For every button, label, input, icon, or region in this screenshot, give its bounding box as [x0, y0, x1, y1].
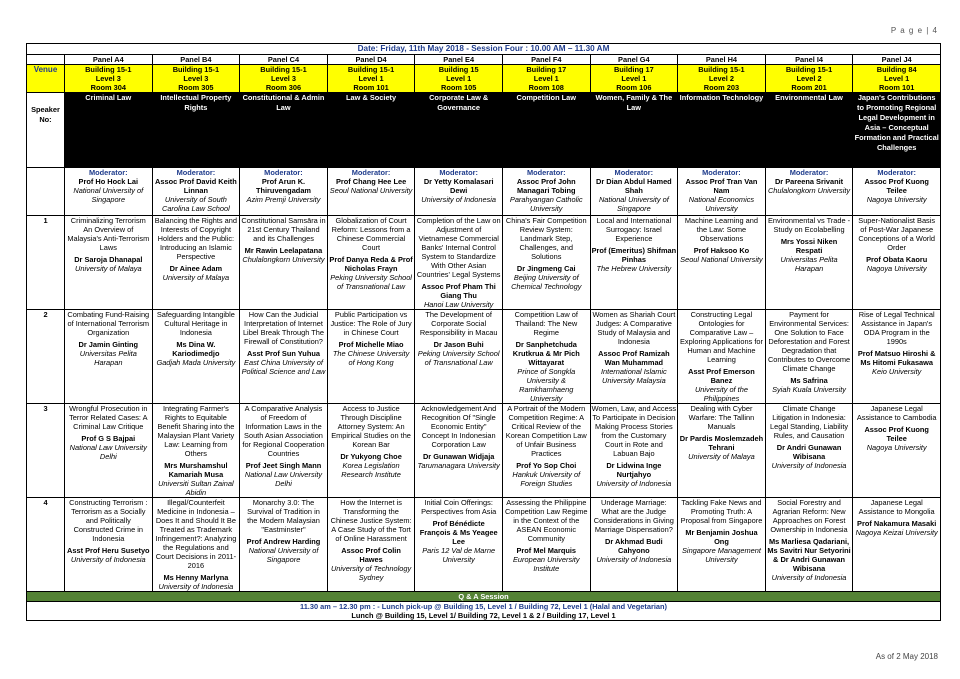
speaker-number: 2 — [27, 310, 65, 404]
venue-building: Building 17 — [526, 65, 567, 74]
presentation-cell — [590, 216, 678, 310]
presentation-title: Assessing the Philippine Competition Law Regime in the Context of the ASEAN Economic Community — [504, 498, 588, 543]
presenter-name: Dr Pardis Moslemzadeh Tehrani — [679, 434, 764, 452]
presenter-affiliation: European University Institute — [512, 555, 580, 573]
presentation-cell — [65, 404, 153, 498]
presentation-title: Public Participation vs Justice: The Role of Jury in Chinese Court — [330, 310, 412, 337]
presentation-cell — [415, 404, 503, 498]
qa-row — [27, 592, 941, 602]
venue-building: Building 15-1 — [785, 65, 833, 74]
panel-name: Panel I4 — [765, 55, 853, 65]
panel-name: Panel C4 — [240, 55, 328, 65]
panel-theme: Law & Society — [327, 93, 415, 168]
presenter-name: Dr Ainee Adam — [169, 264, 223, 273]
moderator-name: Assoc Prof David Keith Linnan — [155, 177, 237, 195]
presentation-cell — [502, 216, 590, 310]
presentation-title: Criminalizing Terrorism An Overview of Malaysia's Anti-Terrorism Laws — [67, 216, 150, 252]
venue-building: Building 15-1 — [172, 65, 220, 74]
presenter-affiliation: East China University of Political Science and Law — [241, 358, 326, 376]
presentation-cell — [590, 404, 678, 498]
presenter-affiliation: Seoul National University — [680, 255, 763, 264]
panel-header-row — [27, 55, 941, 65]
presentation-title: Women as Shariah Court Judges: A Comparative Study of Malaysia and Indonesia — [592, 310, 676, 346]
presenter-name: Prof Jeet Singh Mann — [245, 461, 322, 470]
date-heading-row — [27, 44, 941, 55]
moderator-name: Dr Dian Abdul Hamed Shah — [596, 177, 672, 195]
presenter-affiliation: Singapore Management University — [682, 546, 761, 564]
venue-label: Venue — [27, 65, 65, 93]
panel-theme: Corporate Law & Governance — [415, 93, 503, 168]
presenter-name: Asst Prof Heru Susetyo — [67, 546, 150, 555]
venue-level: Level 1 — [446, 74, 472, 83]
presenter-affiliation: Beijing University of Chemical Technology — [511, 273, 582, 291]
presentation-cell — [327, 404, 415, 498]
presenter-affiliation: Nagoya University — [866, 264, 927, 273]
presenter-name: Prof Mel Marquis — [516, 546, 577, 555]
presentation-title: China's Fair Competition Review System: Landmark Step, Challenges, and Solutions — [505, 216, 587, 261]
moderator-title: Moderator: — [439, 168, 478, 177]
presentation-cell — [853, 310, 941, 404]
moderator-name: Assoc Prof John Managari Tobing — [516, 177, 576, 195]
moderator-title: Moderator: — [702, 168, 741, 177]
presentation-cell — [240, 310, 328, 404]
presenter-name: Assoc Prof Colin Hawes — [341, 546, 401, 564]
presentation-title: Completion of the Law on Adjustment of Vietnamese Commercial Banks' Internal Control System to Standardize With Other Asian Countries' Legal Systems — [416, 216, 501, 279]
venue-building: Building 15-1 — [85, 65, 132, 74]
venue-level: Level 3 — [270, 74, 297, 83]
presentation-title: How the Internet is Transforming the Chinese Justice System: A Case Study of the Tort of Online Harassment — [330, 498, 412, 543]
presenter-name: Ms Dina W. Kariodimedjo — [172, 340, 220, 358]
presenter-affiliation: Universitas Pelita Harapan — [780, 255, 838, 273]
presenter-name: Asst Prof Sun Yuhua — [247, 349, 320, 358]
presentation-cell — [678, 216, 766, 310]
presentation-cell — [65, 498, 153, 592]
presentation-cell — [327, 310, 415, 404]
presenter-name: Mrs Murshamshul Kamariah Musa — [164, 461, 228, 479]
presentation-title: Integrating Farmer's Rights to Equitable Benefit Sharing into the Malaysian Plant Variety Law: Learning from Others — [157, 404, 235, 458]
venue-building: Building 17 — [613, 65, 654, 74]
presenter-affiliation: Keio University — [872, 367, 922, 376]
presentation-title: Safeguarding Intangible Cultural Heritage in Indonesia — [156, 310, 235, 337]
presentation-title: The Development of Corporate Social Responsibility in Macau — [419, 310, 498, 337]
moderator-affiliation: National Economics University — [688, 195, 755, 213]
presenter-name: Dr Andri Gunawan Wibisana — [776, 443, 842, 461]
presenter-affiliation: Nagoya University — [866, 443, 927, 452]
presentation-cell — [240, 404, 328, 498]
venue-building: Building 15-1 — [698, 65, 745, 74]
presenter-affiliation: Universiti Sultan Zainal Abidin — [158, 479, 234, 497]
venue-cell — [502, 65, 590, 93]
presentation-cell — [415, 216, 503, 310]
presentation-cell — [853, 216, 941, 310]
presenter-name: Ms Henny Marlyna — [163, 573, 229, 582]
presenter-name: Prof Nakamura Masaki — [857, 519, 937, 528]
panel-name: Panel E4 — [415, 55, 503, 65]
presenter-affiliation: University of Malaya — [75, 264, 142, 273]
presenter-name: Mr Rawin Leelapatana — [244, 246, 323, 255]
presenter-name: Ms Marliesa Qadariani, Ms Savitri Nur Setyorini & Dr Andri Gunawan Wibisana — [767, 537, 851, 573]
theme-row — [27, 93, 941, 168]
speaker-number: 4 — [27, 498, 65, 592]
presentation-cell — [678, 310, 766, 404]
presenter-name: Prof Michelle Miao — [338, 340, 404, 349]
venue-cell — [415, 65, 503, 93]
presentation-title: Japanese Legal Assistance to Mongolia — [858, 498, 935, 516]
moderator-affiliation: Parahyangan Catholic University — [509, 195, 583, 213]
venue-level: Level 1 — [621, 74, 647, 83]
presenter-name: Prof Yo Sop Choi — [516, 461, 577, 470]
presenter-name: Mrs Yossi Niken Respati — [780, 237, 838, 255]
presenter-affiliation: National Law University Delhi — [69, 443, 147, 461]
panel-theme: Intellectual Property Rights — [152, 93, 240, 168]
panel-name: Panel B4 — [152, 55, 240, 65]
presenter-name: Dr Jingmeng Cai — [516, 264, 576, 273]
presentation-title: Japanese Legal Assistance to Cambodia — [856, 404, 937, 422]
venue-building: Building 15-1 — [347, 65, 395, 74]
presenter-name: Prof Bénédicte François & Ms Yeagee Lee — [419, 519, 498, 546]
presentation-title: Payment for Environmental Services: One Solution to Face Deforestation and Forest Degradation that Contributes to Overcome Climate Change — [767, 310, 851, 373]
venue-room: Room 304 — [90, 83, 126, 92]
venue-level: Level 2 — [708, 74, 734, 83]
moderator-affiliation: Seoul National University — [329, 186, 413, 195]
presenter-name: Dr Akhmad Budi Cahyono — [605, 537, 663, 555]
moderator-name: Prof Arun K. Thiruvengadam — [255, 177, 311, 195]
presenter-affiliation: Peking University School of Transnational Law — [330, 273, 412, 291]
presentation-title: Monarchy 3.0: The Survival of Tradition in the Modern Malaysian "Eastminster" — [247, 498, 320, 534]
venue-level: Level 2 — [796, 74, 822, 83]
presentation-cell — [152, 216, 240, 310]
presenter-name: Dr Gunawan Widjaja — [422, 452, 495, 461]
presenter-affiliation: University of the Philippines — [694, 385, 748, 403]
presentation-title: Tackling Fake News and Promoting Truth: A Proposal from Singapore — [680, 498, 763, 525]
presentation-cell — [415, 310, 503, 404]
speaker-number: 1 — [27, 216, 65, 310]
page-number: P a g e | 4 — [890, 26, 938, 35]
moderator-affiliation: University of Indonesia — [421, 195, 497, 204]
presenter-name: Dr Jamin Ginting — [78, 340, 139, 349]
venue-cell — [65, 65, 153, 93]
venue-cell — [678, 65, 766, 93]
venue-building: Building 15-1 — [260, 65, 307, 74]
presenter-affiliation: Syiah Kuala University — [772, 385, 847, 394]
moderator-affiliation: Nagoya University — [866, 195, 927, 204]
presenter-affiliation: Peking University School of Transnational Law — [417, 349, 500, 367]
presentation-title: How Can the Judicial Interpretation of Internet Libel Break Through The Firewall of Constitution? — [242, 310, 325, 346]
presenter-affiliation: Korea Legislation Research Institute — [341, 461, 401, 479]
presenter-name: Dr Sanphetchuda Krutkrua & Mr Pich Wittayarat — [512, 340, 580, 367]
moderator-name: Prof Ho Hock Lai — [78, 177, 139, 186]
venue-room: Room 101 — [353, 83, 389, 92]
presentation-title: Wrongful Prosecution in Terror Related Cases: A Criminal Law Critique — [69, 404, 148, 431]
presentation-title: Machine Learning and the Law: Some Observations — [684, 216, 759, 243]
presentation-cell — [327, 498, 415, 592]
panel-name: Panel J4 — [853, 55, 941, 65]
venue-building: Building 84 — [876, 65, 917, 74]
presentation-cell — [765, 404, 853, 498]
speaker-number: 3 — [27, 404, 65, 498]
moderator-title: Moderator: — [789, 168, 829, 177]
moderator-name: Dr Pareena Srivanit — [774, 177, 844, 186]
presentation-cell — [65, 310, 153, 404]
presenter-name: Prof (Emeritus) Shifman Pinhas — [591, 246, 677, 264]
lunch-row — [27, 602, 941, 621]
presentation-cell — [853, 498, 941, 592]
presenter-name: Prof Danya Reda & Prof Nicholas Frayn — [329, 255, 413, 273]
moderator-title: Moderator: — [614, 168, 654, 177]
moderator-title: Moderator: — [264, 168, 303, 177]
presentation-cell — [327, 216, 415, 310]
presentation-title: Acknowledgement And Recognition Of "Single Economic Entity" Concept In Indonesian Corporation Law — [421, 404, 497, 449]
presenter-name: Prof Obata Kaoru — [866, 255, 928, 264]
moderator-name: Dr Yetty Komalasari Dewi — [423, 177, 494, 195]
venue-room: Room 201 — [791, 83, 827, 92]
presentation-title: Illegal/Counterfeit Medicine in Indonesia – Does It and Should It Be Treated as Trademark Infringement?: Analyzing the Regulations and Court Decisions in 2011-2016 — [155, 498, 237, 570]
moderator-name: Prof Chang Hee Lee — [335, 177, 407, 186]
speaker-slot-row — [27, 310, 941, 404]
presenter-affiliation: National University of Singapore — [248, 546, 319, 564]
presenter-affiliation: Chulalongkorn University — [242, 255, 325, 264]
panel-name: Panel H4 — [678, 55, 766, 65]
moderator-row — [27, 168, 941, 216]
presenter-name: Dr Lidwina Inge Nurtjahyo — [606, 461, 662, 479]
presentation-cell — [590, 498, 678, 592]
presentation-title: Combating Fund-Raising of International Terrorism Organization — [67, 310, 150, 337]
presenter-name: Assoc Prof Kuong Teilee — [864, 425, 929, 443]
panel-name: Panel D4 — [327, 55, 415, 65]
presentation-title: Social Forestry and Agrarian Reform: New Approaches on Forest Ownership in Indonesia — [770, 498, 848, 534]
moderator-title: Moderator: — [877, 168, 916, 177]
presenter-name: Mr Benjamin Joshua Ong — [685, 528, 758, 546]
venue-cell — [765, 65, 853, 93]
presenter-affiliation: Nagoya Keizai University — [855, 528, 938, 537]
moderator-cell — [678, 168, 766, 216]
panel-header-corner — [27, 55, 65, 65]
venue-cell — [240, 65, 328, 93]
moderator-title: Moderator: — [176, 168, 216, 177]
presentation-cell — [240, 216, 328, 310]
presentation-cell — [415, 498, 503, 592]
venue-cell — [590, 65, 678, 93]
moderator-cell — [152, 168, 240, 216]
moderator-affiliation: Chulalongkorn University — [767, 186, 851, 195]
presenter-affiliation: The Hebrew University — [596, 264, 672, 273]
presentation-cell — [678, 404, 766, 498]
presentation-title: Women, Law, and Access To Participate in Decision Making Process Stories from the Customary Court in Rote and Labuan Bajo — [591, 404, 677, 458]
venue-room: Room 108 — [528, 83, 564, 92]
venue-room: Room 203 — [703, 83, 740, 92]
presentation-title: Underage Marriage: What are the Judge Considerations in Giving Marriage Dispensation? — [593, 498, 674, 534]
presenter-affiliation: University of Indonesia — [70, 555, 146, 564]
presentation-title: Constructing Terrorism : Terrorism as a Socially and Politically Constructed Crime in Indonesia — [69, 498, 148, 543]
speaker-slot-row — [27, 404, 941, 498]
moderator-affiliation: Azim Premji University — [246, 195, 321, 204]
presentation-title: Dealing with Cyber Warfare: The Tallinn Manuals — [688, 404, 755, 431]
moderator-title: Moderator: — [351, 168, 391, 177]
lunch-location-line: Lunch @ Building 15, Level 1/ Building 72, Level 1 & 2 / Building 17, Level 1 — [351, 611, 616, 620]
moderator-affiliation: University of South Carolina Law School — [161, 195, 230, 213]
presenter-name: Prof Haksoo Ko — [693, 246, 750, 255]
presentation-title: Constructing Legal Ontologies for Comparative Law – Exploring Applications for Human and Machine Learning — [679, 310, 763, 364]
panel-theme: Constitutional & Admin Law — [240, 93, 328, 168]
presenter-affiliation: University of Technology Sydney — [330, 564, 412, 582]
presentation-title: Access to Justice Through Discipline Attorney System: An Empirical Studies on the Korean Bar — [331, 404, 411, 449]
session-schedule-table — [26, 43, 941, 621]
venue-row — [27, 65, 941, 93]
venue-cell — [853, 65, 941, 93]
presenter-name: Dr Jason Buhi — [433, 340, 484, 349]
speaker-slot-row — [27, 216, 941, 310]
presentation-cell — [502, 498, 590, 592]
moderator-title: Moderator: — [526, 168, 566, 177]
presenter-affiliation: University of Indonesia — [158, 582, 234, 591]
presenter-name: Prof Matsuo Hiroshi & Ms Hitomi Fukasawa — [857, 349, 936, 367]
venue-room: Room 306 — [265, 83, 302, 92]
panel-name: Panel A4 — [65, 55, 153, 65]
presentation-cell — [152, 310, 240, 404]
presentation-title: Rise of Legal Technical Assistance in Japan's ODA Program in the 1990s — [858, 310, 935, 346]
moderator-cell — [765, 168, 853, 216]
speaker-no-label: Speaker No: — [27, 93, 65, 168]
presentation-title: Super-Nationalist Basis of Post-War Japanese Conceptions of a World Order — [858, 216, 936, 252]
moderator-cell — [240, 168, 328, 216]
presentation-cell — [678, 498, 766, 592]
presentation-cell — [590, 310, 678, 404]
presentation-title: Globalization of Court Reform: Lessons from a Chinese Commercial Court — [331, 216, 411, 252]
presenter-name: Dr Yukyong Choe — [340, 452, 402, 461]
venue-room: Room 305 — [178, 83, 214, 92]
moderator-cell — [590, 168, 678, 216]
presenter-affiliation: University of Malaya — [162, 273, 230, 282]
presenter-affiliation: University of Indonesia — [771, 461, 847, 470]
presentation-cell — [152, 404, 240, 498]
presentation-title: Environmental vs Trade - Study on Ecolabelling — [767, 216, 851, 234]
presentation-cell — [152, 498, 240, 592]
presenter-affiliation: Hankuk University of Foreign Studies — [512, 470, 581, 488]
presentation-title: Local and International Surrogacy: Israel Experience — [596, 216, 672, 243]
presenter-name: Assoc Prof Ramizah Wan Muhammad — [598, 349, 670, 367]
presenter-affiliation: National Law University Delhi — [244, 470, 323, 488]
speaker-slot-row — [27, 498, 941, 592]
venue-level: Level 1 — [533, 74, 559, 83]
moderator-affiliation: National University of Singapore — [598, 195, 669, 213]
presenter-affiliation: The Chinese University of Hong Kong — [332, 349, 410, 367]
venue-level: Level 1 — [358, 74, 384, 83]
venue-building: Building 15 — [438, 65, 479, 74]
panel-theme: Criminal Law — [65, 93, 153, 168]
presenter-affiliation: Gadjah Mada University — [156, 358, 236, 367]
presenter-name: Asst Prof Emerson Banez — [688, 367, 755, 385]
panel-name: Panel G4 — [590, 55, 678, 65]
moderator-row-label — [27, 168, 65, 216]
panel-theme: Competition Law — [502, 93, 590, 168]
panel-name: Panel F4 — [502, 55, 590, 65]
moderator-affiliation: National University of Singapore — [73, 186, 144, 204]
presentation-cell — [765, 216, 853, 310]
venue-level: Level 3 — [183, 74, 209, 83]
presentation-cell — [853, 404, 941, 498]
presentation-cell — [502, 404, 590, 498]
venue-cell — [327, 65, 415, 93]
venue-level: Level 1 — [884, 74, 910, 83]
moderator-cell — [415, 168, 503, 216]
presenter-name: Prof G S Bajpai — [81, 434, 136, 443]
panel-theme: Information Technology — [678, 93, 766, 168]
presenter-affiliation: University of Indonesia — [596, 479, 672, 488]
presenter-name: Prof Andrew Harding — [246, 537, 321, 546]
lunch-pickup-line: 11.30 am – 12.30 pm : - Lunch pick-up @ Building 15, Level 1 / Building 72, Level 1 (Halal and Vegetarian) — [300, 602, 667, 611]
moderator-cell — [327, 168, 415, 216]
qa-session-label: Q & A Session — [27, 592, 941, 602]
presenter-affiliation: Prince of Songkla University & Ramkhamhaeng University — [517, 367, 576, 403]
lunch-info — [27, 602, 941, 621]
venue-room: Room 101 — [879, 83, 915, 92]
moderator-title: Moderator: — [88, 168, 128, 177]
presentation-title: A Portrait of the Modern Competition Regime: A Critical Review of the Korean Competition Law of Unfair Business Practices — [505, 404, 587, 458]
presentation-title: Climate Change Litigation in Indonesia: Legal Standing, Liability Rules, and Causation — [770, 404, 849, 440]
presentation-title: Balancing the Rights and Interests of Copyright Holders and the Public: Introducing an Islamic Perspective — [154, 216, 237, 261]
venue-cell — [152, 65, 240, 93]
presenter-name: Ms Safrina — [790, 376, 828, 385]
panel-theme: Environmental Law — [765, 93, 853, 168]
presenter-affiliation: University of Indonesia — [596, 555, 672, 564]
presentation-cell — [765, 498, 853, 592]
presenter-affiliation: International Islamic University Malaysia — [600, 367, 667, 385]
presentation-cell — [240, 498, 328, 592]
as-of-date: As of 2 May 2018 — [875, 652, 938, 661]
venue-room: Room 105 — [441, 83, 477, 92]
presenter-affiliation: Hanoi Law University — [423, 300, 494, 309]
presentation-title: A Comparative Analysis of Freedom of Information Laws in the South Asian Association for Regional Cooperation Countries — [242, 404, 325, 458]
presentation-cell — [765, 310, 853, 404]
panel-theme: Japan's Contributions to Promoting Regional Legal Development in Asia – Conceptual Formation and Practical Challenges — [853, 93, 941, 168]
venue-room: Room 106 — [616, 83, 652, 92]
panel-theme: Women, Family & The Law — [590, 93, 678, 168]
presentation-cell — [65, 216, 153, 310]
moderator-name: Assoc Prof Tran Van Nam — [685, 177, 758, 195]
presenter-affiliation: University of Indonesia — [771, 573, 847, 582]
presentation-title: Competition Law of Thailand: The New Regime — [514, 310, 578, 337]
moderator-cell — [853, 168, 941, 216]
presentation-title: Constitutional Samsāra in 21st Century Thailand and its Challenges — [241, 216, 326, 243]
presenter-name: Assoc Prof Pham Thi Giang Thu — [421, 282, 496, 300]
presenter-name: Dr Saroja Dhanapal — [74, 255, 143, 264]
presentation-cell — [502, 310, 590, 404]
venue-level: Level 3 — [95, 74, 121, 83]
presenter-affiliation: Universitas Pelita Harapan — [79, 349, 137, 367]
date-heading: Date: Friday, 11th May 2018 - Session Four : 10.00 AM – 11.30 AM — [27, 44, 941, 55]
presentation-title: Initial Coin Offerings: Perspectives from Asia — [421, 498, 497, 516]
moderator-name: Assoc Prof Kuong Teilee — [864, 177, 929, 195]
presenter-affiliation: Paris 12 Val de Marne University — [422, 546, 496, 564]
moderator-cell — [502, 168, 590, 216]
moderator-cell — [65, 168, 153, 216]
presenter-affiliation: University of Malaya — [688, 452, 755, 461]
presenter-affiliation: Tarumanagara University — [417, 461, 500, 470]
